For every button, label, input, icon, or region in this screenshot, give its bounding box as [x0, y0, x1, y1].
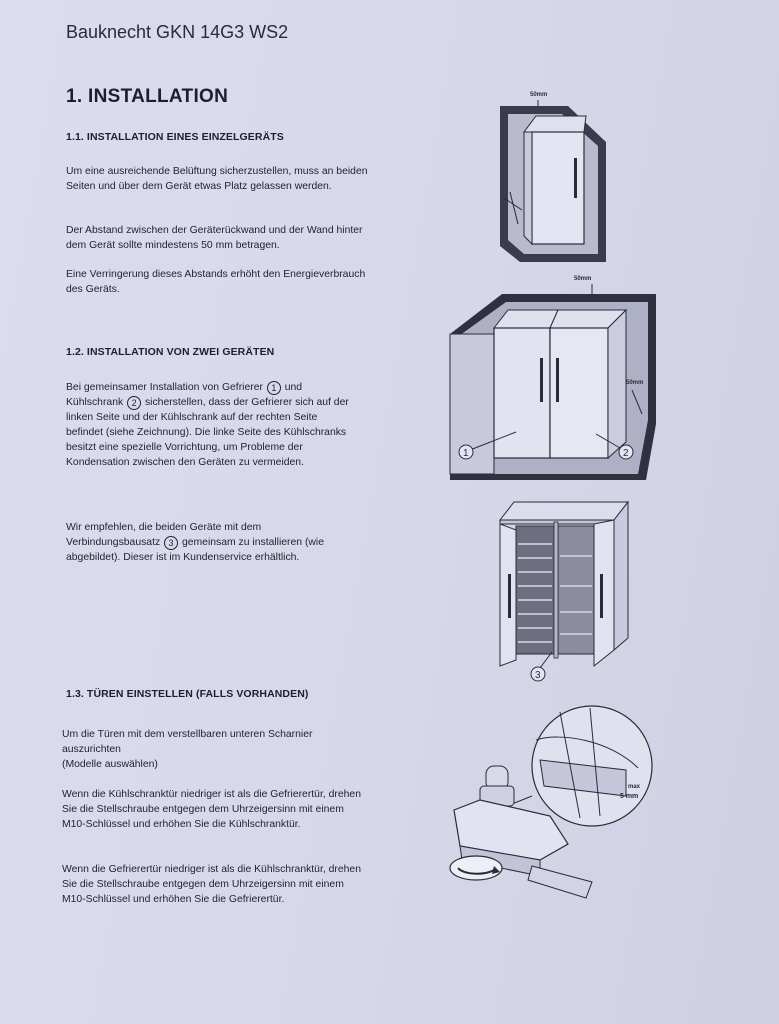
paragraph-freezer-door-lower: Wenn die Gefrierertür niedriger ist als die Kühlschranktür, drehen Sie die Stellschraube entgegen dem Uhrzeigersinn mit einem M10-Schlüssel und erhöhen Sie die Gefrierertür. — [62, 864, 361, 905]
fig-marker-2: 2 — [623, 448, 629, 459]
text-part: Wir empfehlen, die beiden Geräte mit dem Verbindungsbausatz — [66, 522, 262, 548]
text-part: gemeinsam zu installieren (wie abgebildet). Dieser ist im Kundenservice erhältlich. — [66, 537, 325, 563]
paragraph-door-align — [62, 727, 352, 772]
single-appliance-illustration — [490, 86, 615, 268]
paragraph-ventilation: Um eine ausreichende Belüftung sicherzustellen, muss an beiden Seiten und über dem Gerät etwas Platz gelassen werden. — [66, 166, 368, 192]
two-appliances-illustration — [446, 274, 660, 484]
marker-3: 3 — [164, 536, 178, 550]
hinge-adjustment-illustration — [440, 700, 660, 910]
paragraph-connection-kit — [66, 520, 356, 565]
marker-1: 1 — [267, 381, 281, 395]
marker-2: 2 — [127, 396, 141, 410]
heading-double-install: 1.2. INSTALLATION VON ZWEI GERÄTEN — [66, 346, 275, 358]
paragraph-energy: Eine Verringerung dieses Abstands erhöht den Energieverbrauch des Geräts. — [66, 269, 366, 295]
paragraph-two-appliances — [66, 380, 356, 470]
document-header-title: Bauknecht GKN 14G3 WS2 — [66, 22, 289, 42]
gap-label-top-2: 50mm — [574, 276, 592, 282]
paragraph-fridge-door-lower: Wenn die Kühlschranktür niedriger ist als die Gefrierertür, drehen Sie die Stellschraube entgegen dem Uhrzeigersinn mit einem M10-Schlüssel und erhöhen Sie die Kühlschranktür. — [62, 789, 361, 830]
text-part: Um die Türen mit dem verstellbaren unteren Scharnier auszurichten — [62, 729, 313, 755]
section-title: 1. INSTALLATION — [66, 86, 229, 107]
text-part: Bei gemeinsamer Installation von Gefrierer — [66, 382, 263, 393]
max-label: max — [628, 784, 641, 790]
gap-label-side: 50mm — [626, 380, 644, 386]
text-part: sicherstellen, dass der Gefrierer sich auf der linken Seite und der Kühlschrank auf der rechten Seite befindet (siehe Zeichnung). Die linke Seite des Kühlschranks besitzt eine spezielle Vorrichtung, um Probleme der Kondensation zwischen den Geräten zu vermeiden. — [66, 397, 349, 468]
paragraph-wall-distance: Der Abstand zwischen der Geräterückwand und der Wand hinter dem Gerät sollte mindestens 50 mm betragen. — [66, 225, 363, 251]
text-part: und Kühlschrank — [66, 382, 303, 408]
text-part: (Modelle auswählen) — [62, 759, 158, 770]
connection-kit-illustration — [496, 500, 636, 686]
five-mm-label: 5 mm — [620, 793, 639, 800]
heading-doors: 1.3. TÜREN EINSTELLEN (FALLS VORHANDEN) — [66, 688, 309, 700]
gap-label-top: 50mm — [530, 92, 548, 98]
fig-marker-1: 1 — [463, 448, 469, 459]
fig-marker-3: 3 — [535, 670, 541, 681]
heading-single-install: 1.1. INSTALLATION EINES EINZELGERÄTS — [66, 131, 284, 143]
